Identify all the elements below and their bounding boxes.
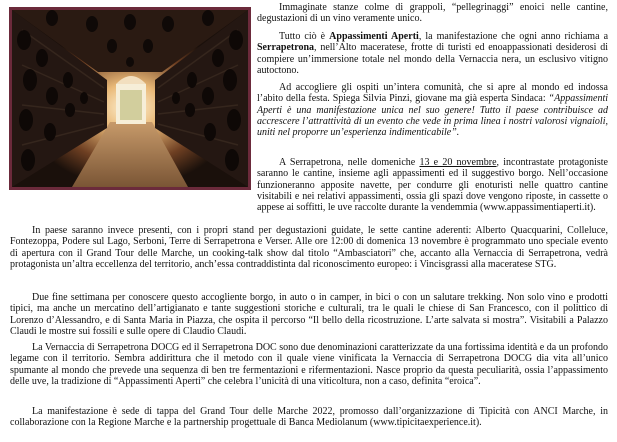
paragraph-dates-head: [257, 157, 608, 213]
text-segment: Tutto ciò è: [279, 31, 330, 42]
event-dates-underlined: 13 e 20 novembre: [419, 157, 497, 168]
paragraph-denominations: [10, 342, 608, 387]
paragraph-wineries: [10, 225, 608, 270]
text-segment: , la manifestazione che ogni anno richiama a: [418, 31, 609, 42]
paragraph-intro: [257, 2, 608, 25]
event-name-bold: Appassimenti Aperti: [329, 31, 419, 42]
paragraph-grand-tour: [10, 406, 608, 429]
text-segment: , incontrastate protagoniste saranno le cantine, insieme agli appassimenti ed il suggestivo borgo. Nell’occasione funzioneranno apposite navette, per condurre gli enoturisti nelle quattro cantine visitabili e nei relativi appassimenti, ossia gli spazi dove vengono riposte, in cassette o appese ai soffitti, le uve raccolte durante la vendemmia (www.appassimentiaperti.it).: [257, 157, 608, 213]
town-name-bold: Serrapetrona: [257, 42, 315, 54]
intro-text: Immaginate stanze colme di grappoli, “pellegrinaggi” enoici nelle cantine, degustazioni di un vino veramente unico.: [257, 2, 608, 25]
grand-tour-text: La manifestazione è sede di tappa del Grand Tour delle Marche 2022, promosso dall’organizzazione di Tipicità con ANCI Marche, in collaborazione con la Regione Marche e la partnership progettuale di Banca Mediolanum (www.tipicitaexperience.it).: [10, 406, 608, 429]
wineries-text: In paese saranno invece presenti, con i propri stand per degustazioni guidate, le sette cantine aderenti: Alberto Quacquarini, Colleluce, Fontezoppa, Podere sul Lago, Serboni, Terre di Serrapetrona e Verser. Alle ore 12:00 di domenica 13 novembre è programmato uno speciale evento di apertura con il Grand Tour delle Marche, un cooking-talk show dal titolo “Ambasciatori” che, accanto alla Vernaccia di Serrapetrona, vedrà protagonista un’altra eccellenza del territorio, anch’essa contraddistinta dal riconoscimento europeo: i Vincisgrassi alla maceratese STG.: [10, 225, 608, 270]
paragraph-event-description: [257, 31, 608, 76]
village-text: Due fine settimana per conoscere questo accogliente borgo, in auto o in camper, in bici o con un salutare trekking. Non solo vino e prodotti tipici, ma anche un mercatino dell’artigianato e tante suggestioni storiche e culturali, tra le quali le chiese di San Francesco, con il polittico di Lorenzo d’Alessandro, e di Santa Maria in Piazza, che ospita il percorso “Il bello della ricostruzione. L’arte salvata si mostra”. Visitabili a Palazzo Claudi le mostre sui fossili e sulle opere di Claudio Claudi.: [10, 292, 608, 337]
grape-corridor-image: [12, 10, 248, 187]
paragraph-village: [10, 292, 608, 337]
mayor-quote-italic: “Appassimenti Aperti è una manifestazione unica nel suo genere! Tutto il paese contribuisce ad accrescere l’attrattività di un evento che vede in prima linea i nostri valorosi vignaioli, uniti nel proporre un’esperienza indimenticabile”.: [257, 93, 608, 138]
text-segment: A Serrapetrona, nelle domeniche: [279, 157, 420, 168]
paragraph-mayor-quote: [257, 82, 608, 138]
denominations-text: La Vernaccia di Serrapetrona DOCG ed il Serrapetrona DOC sono due denominazioni caratterizzate da una fortissima identità e da un profondo legame con il territorio. Sembra addirittura che il metodo con il quale viene vinificata la Vernaccia di Serrapetrona DOCG dia vita all’unico spumante al mondo che prevede una sequenza di ben tre fermentazioni e rifermentazioni. Nasce proprio da questa peculiarità, ossia l’appassimento delle uve, la tradizione di “Appassimenti Aperti” che celebra l’unicità di una viticoltura, non a caso, definita “eroica”.: [10, 342, 608, 387]
text-segment: , nell’Alto maceratese, frotte di turisti ed enoappassionati desiderosi di compiere un’immersione totale nel mondo della Vernaccia nera, un esclusivo vitigno autoctono.: [257, 42, 608, 76]
article-photo: [9, 7, 251, 190]
text-segment: Ad accogliere gli ospiti un’intera comunità, che si apre al mondo ed indossa l’abito della festa. Spiega Silvia Pinzi, giovane ma già esperta Sindaca:: [257, 82, 608, 105]
